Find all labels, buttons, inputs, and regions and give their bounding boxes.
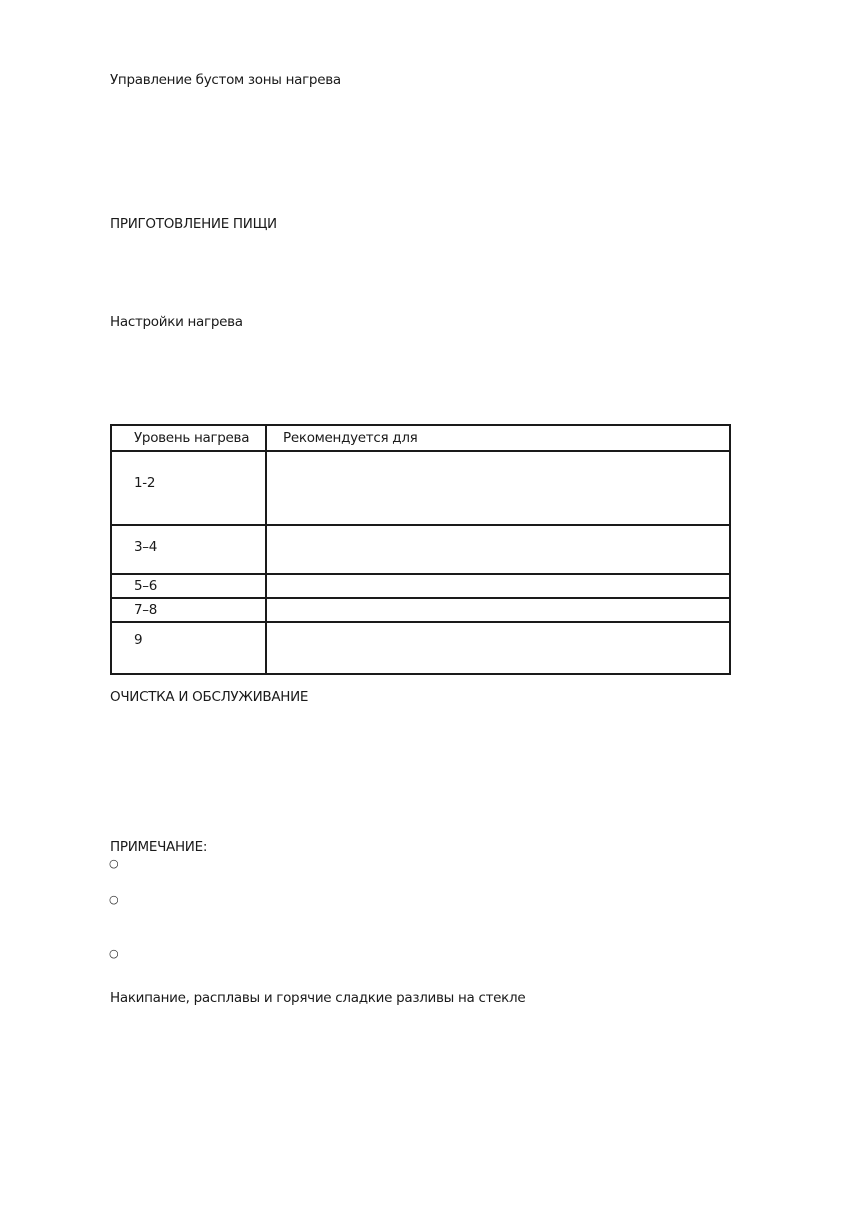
heat-settings-table xyxy=(110,424,731,675)
level-cell xyxy=(111,622,266,674)
recommended-cell xyxy=(266,598,730,622)
table-header-row xyxy=(111,425,730,451)
table-row xyxy=(111,622,730,674)
level-cell xyxy=(111,451,266,525)
recommended-cell xyxy=(266,622,730,674)
level-value: 3–4 xyxy=(134,539,158,555)
level-cell xyxy=(111,598,266,622)
note-bullet-icon: ○ xyxy=(109,893,119,906)
recommended-cell xyxy=(266,451,730,525)
cooking-section-title: ПРИГОТОВЛЕНИЕ ПИЩИ xyxy=(110,216,277,232)
level-cell xyxy=(111,574,266,598)
recommended-cell xyxy=(266,525,730,574)
note-heading: ПРИМЕЧАНИЕ: xyxy=(110,839,208,855)
spills-heading: Накипание, расплавы и горячие сладкие разливы на стекле xyxy=(110,990,526,1006)
table-row xyxy=(111,451,730,525)
table-row xyxy=(111,574,730,598)
boost-control-heading: Управление бустом зоны нагрева xyxy=(110,72,341,88)
note-bullet-icon: ○ xyxy=(109,947,119,960)
header-level-label: Уровень нагрева xyxy=(134,430,250,446)
table-row xyxy=(111,525,730,574)
header-cell-level xyxy=(111,425,266,451)
header-recommended-label: Рекомендуется для xyxy=(283,430,418,446)
cleaning-section-title: ОЧИСТКА И ОБСЛУЖИВАНИЕ xyxy=(110,689,309,705)
table-row xyxy=(111,598,730,622)
level-value: 1-2 xyxy=(134,475,156,491)
header-cell-recommended xyxy=(266,425,730,451)
level-value: 5–6 xyxy=(134,578,158,594)
recommended-cell xyxy=(266,574,730,598)
heat-settings-heading: Настройки нагрева xyxy=(110,314,243,330)
level-value: 9 xyxy=(134,632,143,648)
level-value: 7–8 xyxy=(134,602,158,618)
level-cell xyxy=(111,525,266,574)
note-bullet-icon: ○ xyxy=(109,857,119,870)
